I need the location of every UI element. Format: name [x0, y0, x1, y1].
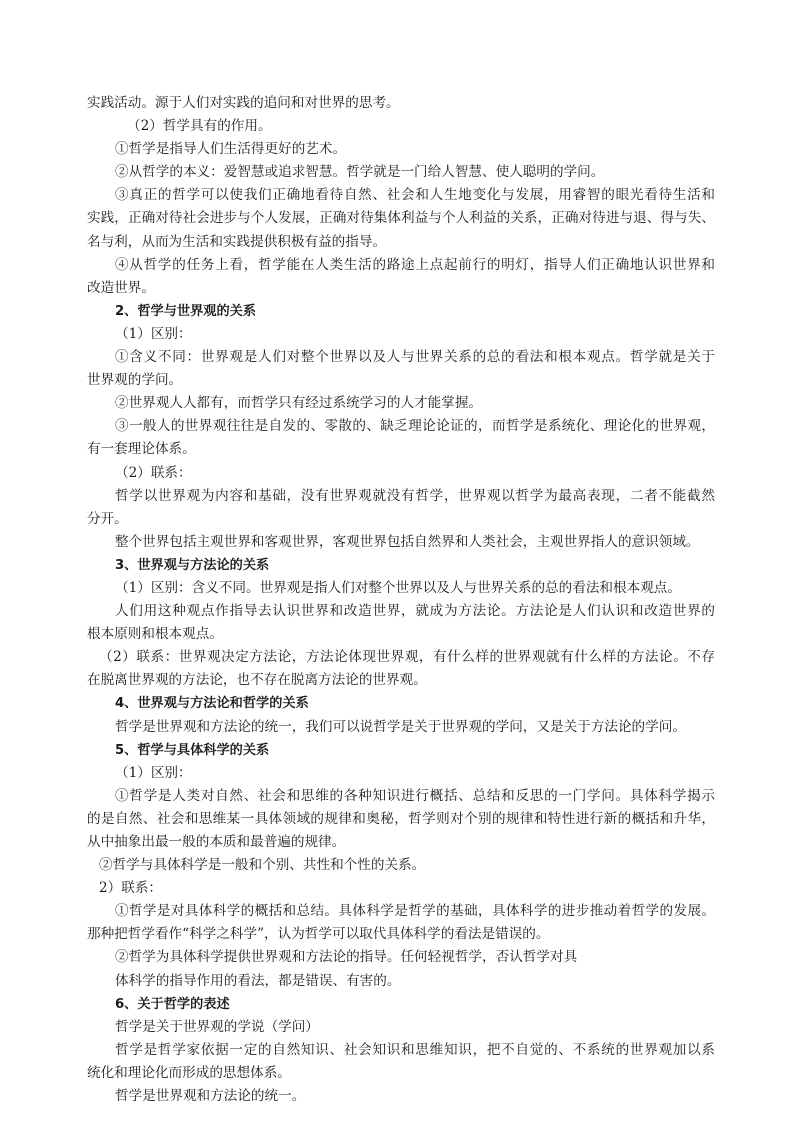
text-line: 的是自然、社会和思维某一具体领域的规律和奥秘，哲学则对个别的规律和特性进行新的概括和升华， — [87, 810, 715, 827]
text-line: ②从哲学的本义：爱智慧或追求智慧。哲学就是一门给人智慧、使人聪明的学问。 — [115, 164, 605, 181]
text-line: 哲学是世界观和方法论的统一。 — [115, 1088, 306, 1105]
section-heading: 4、世界观与方法论和哲学的关系 — [115, 696, 309, 712]
text-line: 哲学是世界观和方法论的统一，我们可以说哲学是关于世界观的学问，又是关于方法论的学问。 — [115, 718, 686, 735]
text-line: ②世界观人人都有，而哲学只有经过系统学习的人才能掌握。 — [115, 395, 483, 412]
text-line: 体科学的指导作用的看法，都是错误、有害的。 — [115, 972, 401, 989]
text-line: ②哲学与具体科学是一般和个别、共性和个性的关系。 — [99, 857, 426, 874]
section-heading: 3、世界观与方法论的关系 — [115, 557, 270, 573]
text-line: （2）联系： — [115, 464, 192, 481]
text-line: 在脱离世界观的方法论，也不存在脱离方法论的世界观。 — [87, 672, 427, 689]
text-line: ①哲学是指导人们生活得更好的艺术。 — [115, 141, 347, 158]
text-line: 哲学以世界观为内容和基础，没有世界观就没有哲学，世界观以哲学为最高表现，二者不能截然 — [115, 487, 715, 504]
document-body — [87, 92, 715, 1108]
text-line: 整个世界包括主观世界和客观世界，客观世界包括自然界和人类社会，主观世界指人的意识领域。 — [115, 533, 700, 550]
text-line: 人们用这种观点作指导去认识世界和改造世界，就成为方法论。方法论是人们认识和改造世界的 — [115, 603, 715, 620]
text-line: 实践活动。源于人们对实践的追问和对世界的思考。 — [87, 95, 400, 111]
text-line: 2）联系： — [99, 880, 163, 897]
text-line: 有一套理论体系。 — [87, 441, 196, 458]
text-line: （2）哲学具有的作用。 — [127, 118, 272, 135]
text-line: ①哲学是人类对自然、社会和思维的各种知识进行概括、总结和反思的一门学问。具体科学揭示 — [115, 787, 715, 804]
text-line: 从中抽象出最一般的本质和最普遍的规律。 — [87, 834, 346, 850]
text-line: ③一般人的世界观往往是自发的、零散的、缺乏理论论证的，而哲学是系统化、理论化的世界观， — [115, 418, 715, 435]
text-line: 分开。 — [87, 510, 128, 527]
text-line: 哲学是哲学家依据一定的自然知识、社会知识和思维知识，把不自觉的、不系统的世界观加以系 — [115, 1041, 715, 1058]
text-line: ①哲学是对具体科学的概括和总结。具体科学是哲学的基础，具体科学的进步推动着哲学的发展。 — [115, 903, 715, 920]
text-line: 实践，正确对待社会进步与个人发展，正确对待集体利益与个人利益的关系，正确对待进与退、得与失、 — [87, 210, 715, 227]
text-line: 那种把哲学看作“科学之科学”，认为哲学可以取代具体科学的看法是错误的。 — [87, 926, 550, 943]
text-line: 统化和理论化而形成的思想体系。 — [87, 1064, 291, 1081]
text-line: ②哲学为具体科学提供世界观和方法论的指导。任何轻视哲学，否认哲学对具 — [115, 949, 578, 966]
text-line: （2）联系：世界观决定方法论，方法论体现世界观，有什么样的世界观就有什么样的方法论。不存 — [99, 649, 715, 666]
text-line: ③真正的哲学可以使我们正确地看待自然、社会和人生地变化与发展，用睿智的眼光看待生活和 — [115, 187, 715, 204]
section-heading: 2、哲学与世界观的关系 — [115, 303, 257, 319]
text-line: 世界观的学问。 — [87, 372, 183, 389]
text-line: 改造世界。 — [87, 279, 155, 296]
section-heading: 5、哲学与具体科学的关系 — [115, 742, 270, 758]
text-line: ④从哲学的任务上看，哲学能在人类生活的路途上点起前行的明灯，指导人们正确地认识世界和 — [115, 256, 715, 273]
text-line: 哲学是关于世界观的学说（学问） — [115, 1018, 319, 1035]
section-heading: 6、关于哲学的表述 — [115, 996, 230, 1012]
text-line: ①含义不同：世界观是人们对整个世界以及人与世界关系的总的看法和根本观点。哲学就是关于 — [115, 349, 715, 366]
text-line: （1）区别：含义不同。世界观是指人们对整个世界以及人与世界关系的总的看法和根本观点。 — [115, 579, 681, 596]
text-line: （1）区别： — [115, 764, 192, 781]
text-line: （1）区别： — [115, 325, 192, 342]
text-line: 名与利，从而为生活和实践提供积极有益的指导。 — [87, 233, 387, 250]
text-line: 根本原则和根本观点。 — [87, 626, 223, 643]
